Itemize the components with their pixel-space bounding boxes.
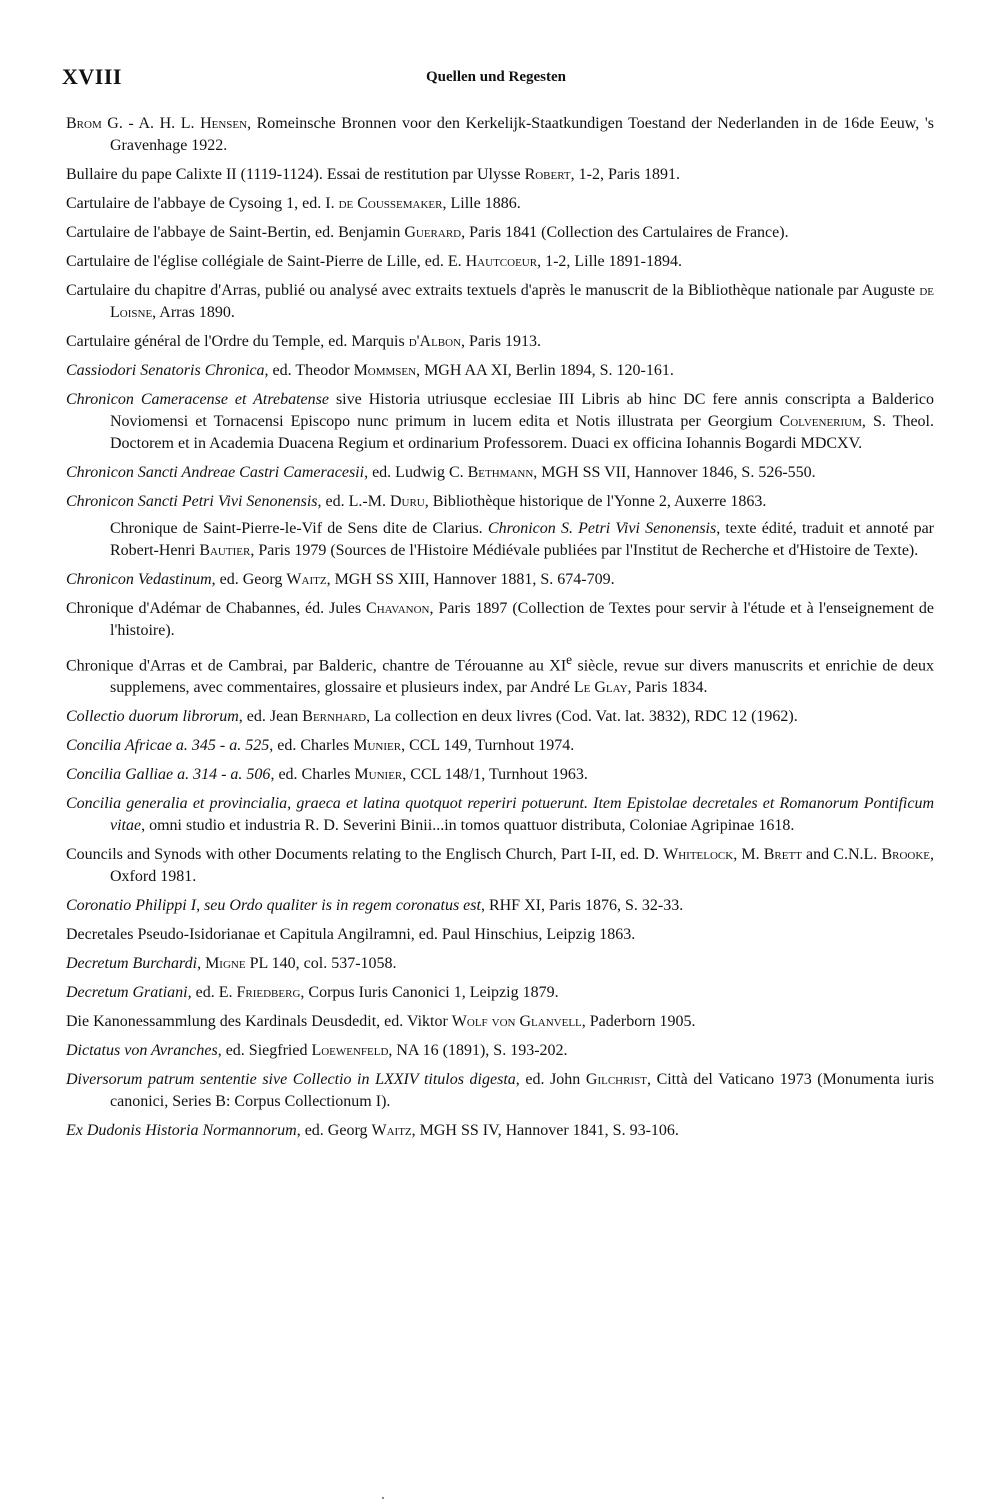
entry-text: , Bibliothèque historique de l'Yonne 2, Auxerre 1863.: [424, 493, 767, 510]
author-name: Robert: [524, 166, 571, 183]
author-name: Loewenfeld: [311, 1042, 389, 1060]
entry-text: Cartulaire de l'église collégiale de Saint-Pierre de Lille, ed. E.: [66, 253, 466, 270]
bibliography-entry-saint-bertin: [66, 222, 934, 244]
work-title: Diversorum patrum sententie sive Collectio in LXXIV titulos digesta: [66, 1071, 516, 1089]
work-title: Concilia Galliae a. 314 - a. 506: [66, 766, 271, 784]
author-name: Guerard: [404, 224, 462, 241]
author-name: Wolf von Glanvell: [451, 1013, 582, 1031]
entry-text: , CCL 148/1, Turnhout 1963.: [402, 766, 588, 784]
author-name: Migne: [205, 955, 246, 973]
bibliography-list: [66, 113, 934, 1149]
entry-text: , Lille 1886.: [442, 195, 521, 212]
bibliography-entry-concilia-generalia: [66, 793, 934, 837]
work-title: Concilia Africae a. 345 - a. 525: [66, 737, 270, 755]
bibliography-entry-concilia-africae: [66, 735, 934, 757]
author-name: Whitelock: [663, 846, 734, 864]
work-title: Dictatus von Avranches: [66, 1042, 218, 1060]
bibliography-entry-dudonis: [66, 1120, 934, 1142]
author-name: d'Albon: [408, 333, 462, 350]
entry-text: , MGH SS XIII, Hannover 1881, S. 674-709.: [326, 571, 615, 588]
entry-text: , ed. E.: [187, 984, 237, 1002]
entry-text: , RHF XI, Paris 1876, S. 32-33.: [480, 897, 684, 915]
bibliography-entry-councils: [66, 844, 934, 888]
work-title: Concilia generalia et provincialia, graeca et latina quotquot reperiri potuerunt. Item Epistolae decretales et Romanorum Pontificum vitae: [66, 795, 934, 835]
work-title: Decretum Gratiani: [66, 984, 188, 1002]
entry-text: Cartulaire général de l'Ordre du Temple, ed. Marquis: [66, 333, 409, 350]
work-title: Ex Dudonis Historia Normannorum: [66, 1122, 297, 1140]
bibliography-entry-bullaire: [66, 164, 934, 186]
entry-text: , ed. Charles: [270, 766, 355, 784]
bibliography-entry-ademar: [66, 598, 934, 642]
entry-text: , NA 16 (1891), S. 193-202.: [388, 1042, 568, 1060]
work-title: Coronatio Philippi I, seu Ordo qualiter is in regem coronatus est: [66, 897, 481, 915]
entry-text: , M.: [733, 846, 764, 864]
bibliography-entry-andreae: [66, 462, 934, 484]
entry-text: Chronique d'Adémar de Chabannes, éd. Jules: [66, 600, 367, 617]
work-title: Chronicon Cameracense et Atrebatense: [66, 391, 329, 408]
bibliography-entry-cameracense: [66, 389, 934, 455]
author-name: Bautier: [199, 542, 251, 559]
bibliography-entry-arras: [66, 280, 934, 324]
bibliography-entry-vedastinum: [66, 569, 934, 591]
entry-text: , ed. John: [515, 1071, 586, 1089]
bibliography-entry-petri-vivi: [66, 491, 934, 513]
work-title: Chronicon Vedastinum: [66, 571, 212, 588]
entry-text: , Paris 1834.: [627, 679, 708, 697]
bibliography-entry-concilia-galliae: [66, 764, 934, 786]
running-title: Quellen und Regesten: [425, 69, 566, 85]
entry-text: , Corpus Iuris Canonici 1, Leipzig 1879.: [300, 984, 559, 1002]
entry-text: Decretales Pseudo-Isidorianae et Capitula Angilramni, ed. Paul Hinschius, Leipzig 1863.: [66, 926, 636, 944]
author-name: Duru: [389, 493, 425, 510]
entry-text: , texte édité, traduit et annoté par Robert-Henri: [110, 520, 935, 559]
entry-text: , ed. Siegfried: [217, 1042, 312, 1060]
superscript: e: [566, 652, 573, 667]
bibliography-entry-saint-pierre: [66, 251, 934, 273]
page-header: [62, 64, 930, 94]
author-name: Hautcoeur: [465, 253, 538, 270]
entry-text: , Arras 1890.: [152, 304, 235, 321]
entry-text: , MGH AA XI, Berlin 1894, S. 120-161.: [416, 362, 674, 379]
entry-text: , Paris 1979 (Sources de l'Histoire Médiévale publiées par l'Institut de Recherche et d'Histoire de Texte).: [250, 542, 919, 559]
bibliography-entry-petri-vivi-2: [66, 518, 934, 562]
bibliography-entry-gratiani: [66, 982, 934, 1004]
entry-text: , ed. Charles: [269, 737, 354, 755]
entry-text: , ed. Georg: [211, 571, 287, 588]
entry-text: , MGH SS VII, Hannover 1846, S. 526-550.: [533, 464, 816, 481]
work-title: Chronicon Sancti Petri Vivi Senonensis: [66, 493, 318, 510]
author-name: Waitz: [286, 571, 327, 588]
entry-text: Chronique de Saint-Pierre-le-Vif de Sens dite de Clarius.: [110, 520, 488, 537]
entry-text: and C.N.L.: [801, 846, 882, 864]
entry-text: , Oxford 1981.: [110, 846, 934, 886]
bibliography-entry-collectio-duorum: [66, 706, 934, 728]
author-name: Mommsen: [353, 362, 417, 379]
entry-text: Cartulaire du chapitre d'Arras, publié ou analysé avec extraits textuels d'après le manuscrit de la Bibliothèque nationale par Auguste: [66, 282, 920, 299]
author-name: Waitz: [371, 1122, 412, 1140]
entry-text: , La collection en deux livres (Cod. Vat. lat. 3832), RDC 12 (1962).: [366, 708, 798, 726]
entry-text: , omni studio et industria R. D. Severini Binii...in tomos quattuor distributa, Coloniae Agripinae 1618.: [141, 817, 795, 835]
entry-text: ,: [197, 955, 206, 973]
entry-text: siècle, revue sur divers manuscrits et enrichie de deux supplemens, avec commentaires, glossaire et plusieurs index, par André: [110, 657, 934, 697]
entry-text: , Città del Vaticano 1973 (Monumenta iuris canonici, Series B: Corpus Collectionum I).: [110, 1071, 934, 1111]
author-name: Bernhard: [302, 708, 367, 726]
bibliography-entry-temple: [66, 331, 934, 353]
bibliography-entry-dictatus: [66, 1040, 934, 1062]
entry-text: , Paris 1913.: [461, 333, 542, 350]
entry-text: , CCL 149, Turnhout 1974.: [401, 737, 575, 755]
author-name: Le Glay: [573, 679, 628, 697]
entry-text: Cartulaire de l'abbaye de Saint-Bertin, ed. Benjamin: [66, 224, 405, 241]
bibliography-entry-cassiodori: [66, 360, 934, 382]
entry-text: sive Historia utriusque ecclesiae III Libris ab hinc DC fere annis conscripta a Balderico Noviomensi et Tornacensi Episcopo nunc primum in lucem edita et Notis illustrata per Georgium: [110, 391, 934, 430]
author-name: Friedberg: [236, 984, 301, 1002]
entry-text: PL 140, col. 537-1058.: [245, 955, 397, 973]
entry-text: , Paderborn 1905.: [581, 1013, 696, 1031]
author-name: Munier: [354, 766, 403, 784]
entry-text: , 1-2, Paris 1891.: [570, 166, 680, 183]
entry-text: Bullaire du pape Calixte II (1119-1124). Essai de restitution par Ulysse: [66, 166, 525, 183]
bibliography-entry-diversorum: [66, 1069, 934, 1113]
entry-text: , ed. Ludwig C.: [364, 464, 468, 481]
entry-text: , MGH SS IV, Hannover 1841, S. 93-106.: [411, 1122, 679, 1140]
entry-text: G. - A. H. L.: [101, 115, 201, 132]
work-title: Cassiodori Senatoris Chronica: [66, 362, 265, 379]
work-title: Chronicon Sancti Andreae Castri Cameracesii: [66, 464, 365, 481]
entry-text: , Paris 1841 (Collection des Cartulaires de France).: [461, 224, 789, 241]
scan-speck: [382, 1497, 384, 1499]
author-name: Hensen: [200, 115, 248, 132]
author-name: de Loisne: [110, 282, 934, 321]
entry-text: Councils and Synods with other Documents relating to the Englisch Church, Part I-II, ed. D.: [66, 846, 664, 864]
entry-text: , 1-2, Lille 1891-1894.: [537, 253, 682, 270]
entry-text: , S. Theol. Doctorem et in Academia Duacena Regium et ordinarium Professorem. Duaci ex officina Iohannis Bogardi MDCXV.: [110, 413, 934, 452]
author-name: Munier: [353, 737, 402, 755]
entry-text: Die Kanonessammlung des Kardinals Deusdedit, ed. Viktor: [66, 1013, 452, 1031]
entry-text: , ed. Georg: [296, 1122, 372, 1140]
entry-text: , ed. Theodor: [264, 362, 354, 379]
author-name: Colvenerium: [779, 413, 862, 430]
work-title: Collectio duorum librorum: [66, 708, 239, 726]
bibliography-entry-arras-cambrai: [66, 649, 934, 699]
entry-text: Cartulaire de l'abbaye de Cysoing 1, ed. I.: [66, 195, 339, 212]
author-name: Gilchrist: [585, 1071, 647, 1089]
author-name: Bethmann: [467, 464, 534, 481]
entry-text: , ed. Jean: [238, 708, 303, 726]
entry-text: , ed. L.-M.: [317, 493, 390, 510]
entry-text: , Romeinsche Bronnen voor den Kerkelijk-Staatkundigen Toestand der Nederlanden in de 16de Eeuw, 's Gravenhage 1922.: [110, 115, 934, 154]
author-name: Brett: [763, 846, 802, 864]
bibliography-entry-cysoing: [66, 193, 934, 215]
author-name: Brom: [66, 115, 102, 132]
page-number: XVIII: [62, 64, 122, 89]
author-name: Chavanon: [366, 600, 430, 617]
entry-text: Chronique d'Arras et de Cambrai, par Balderic, chantre de Térouanne au XI: [66, 657, 567, 675]
bibliography-entry-deusdedit: [66, 1011, 934, 1033]
work-title: Decretum Burchardi: [66, 955, 198, 973]
bibliography-entry-pseudo-isidorianae: [66, 924, 934, 946]
bibliography-entry-burchardi: [66, 953, 934, 975]
author-name: de Coussemaker: [338, 195, 443, 212]
bibliography-entry-brom: [66, 113, 934, 157]
entry-text: , Paris 1897 (Collection de Textes pour servir à l'étude et à l'enseignement de l'histoire).: [110, 600, 934, 639]
bibliography-entry-coronatio: [66, 895, 934, 917]
work-title: Chronicon S. Petri Vivi Senonensis: [487, 520, 717, 537]
author-name: Brooke: [881, 846, 930, 864]
